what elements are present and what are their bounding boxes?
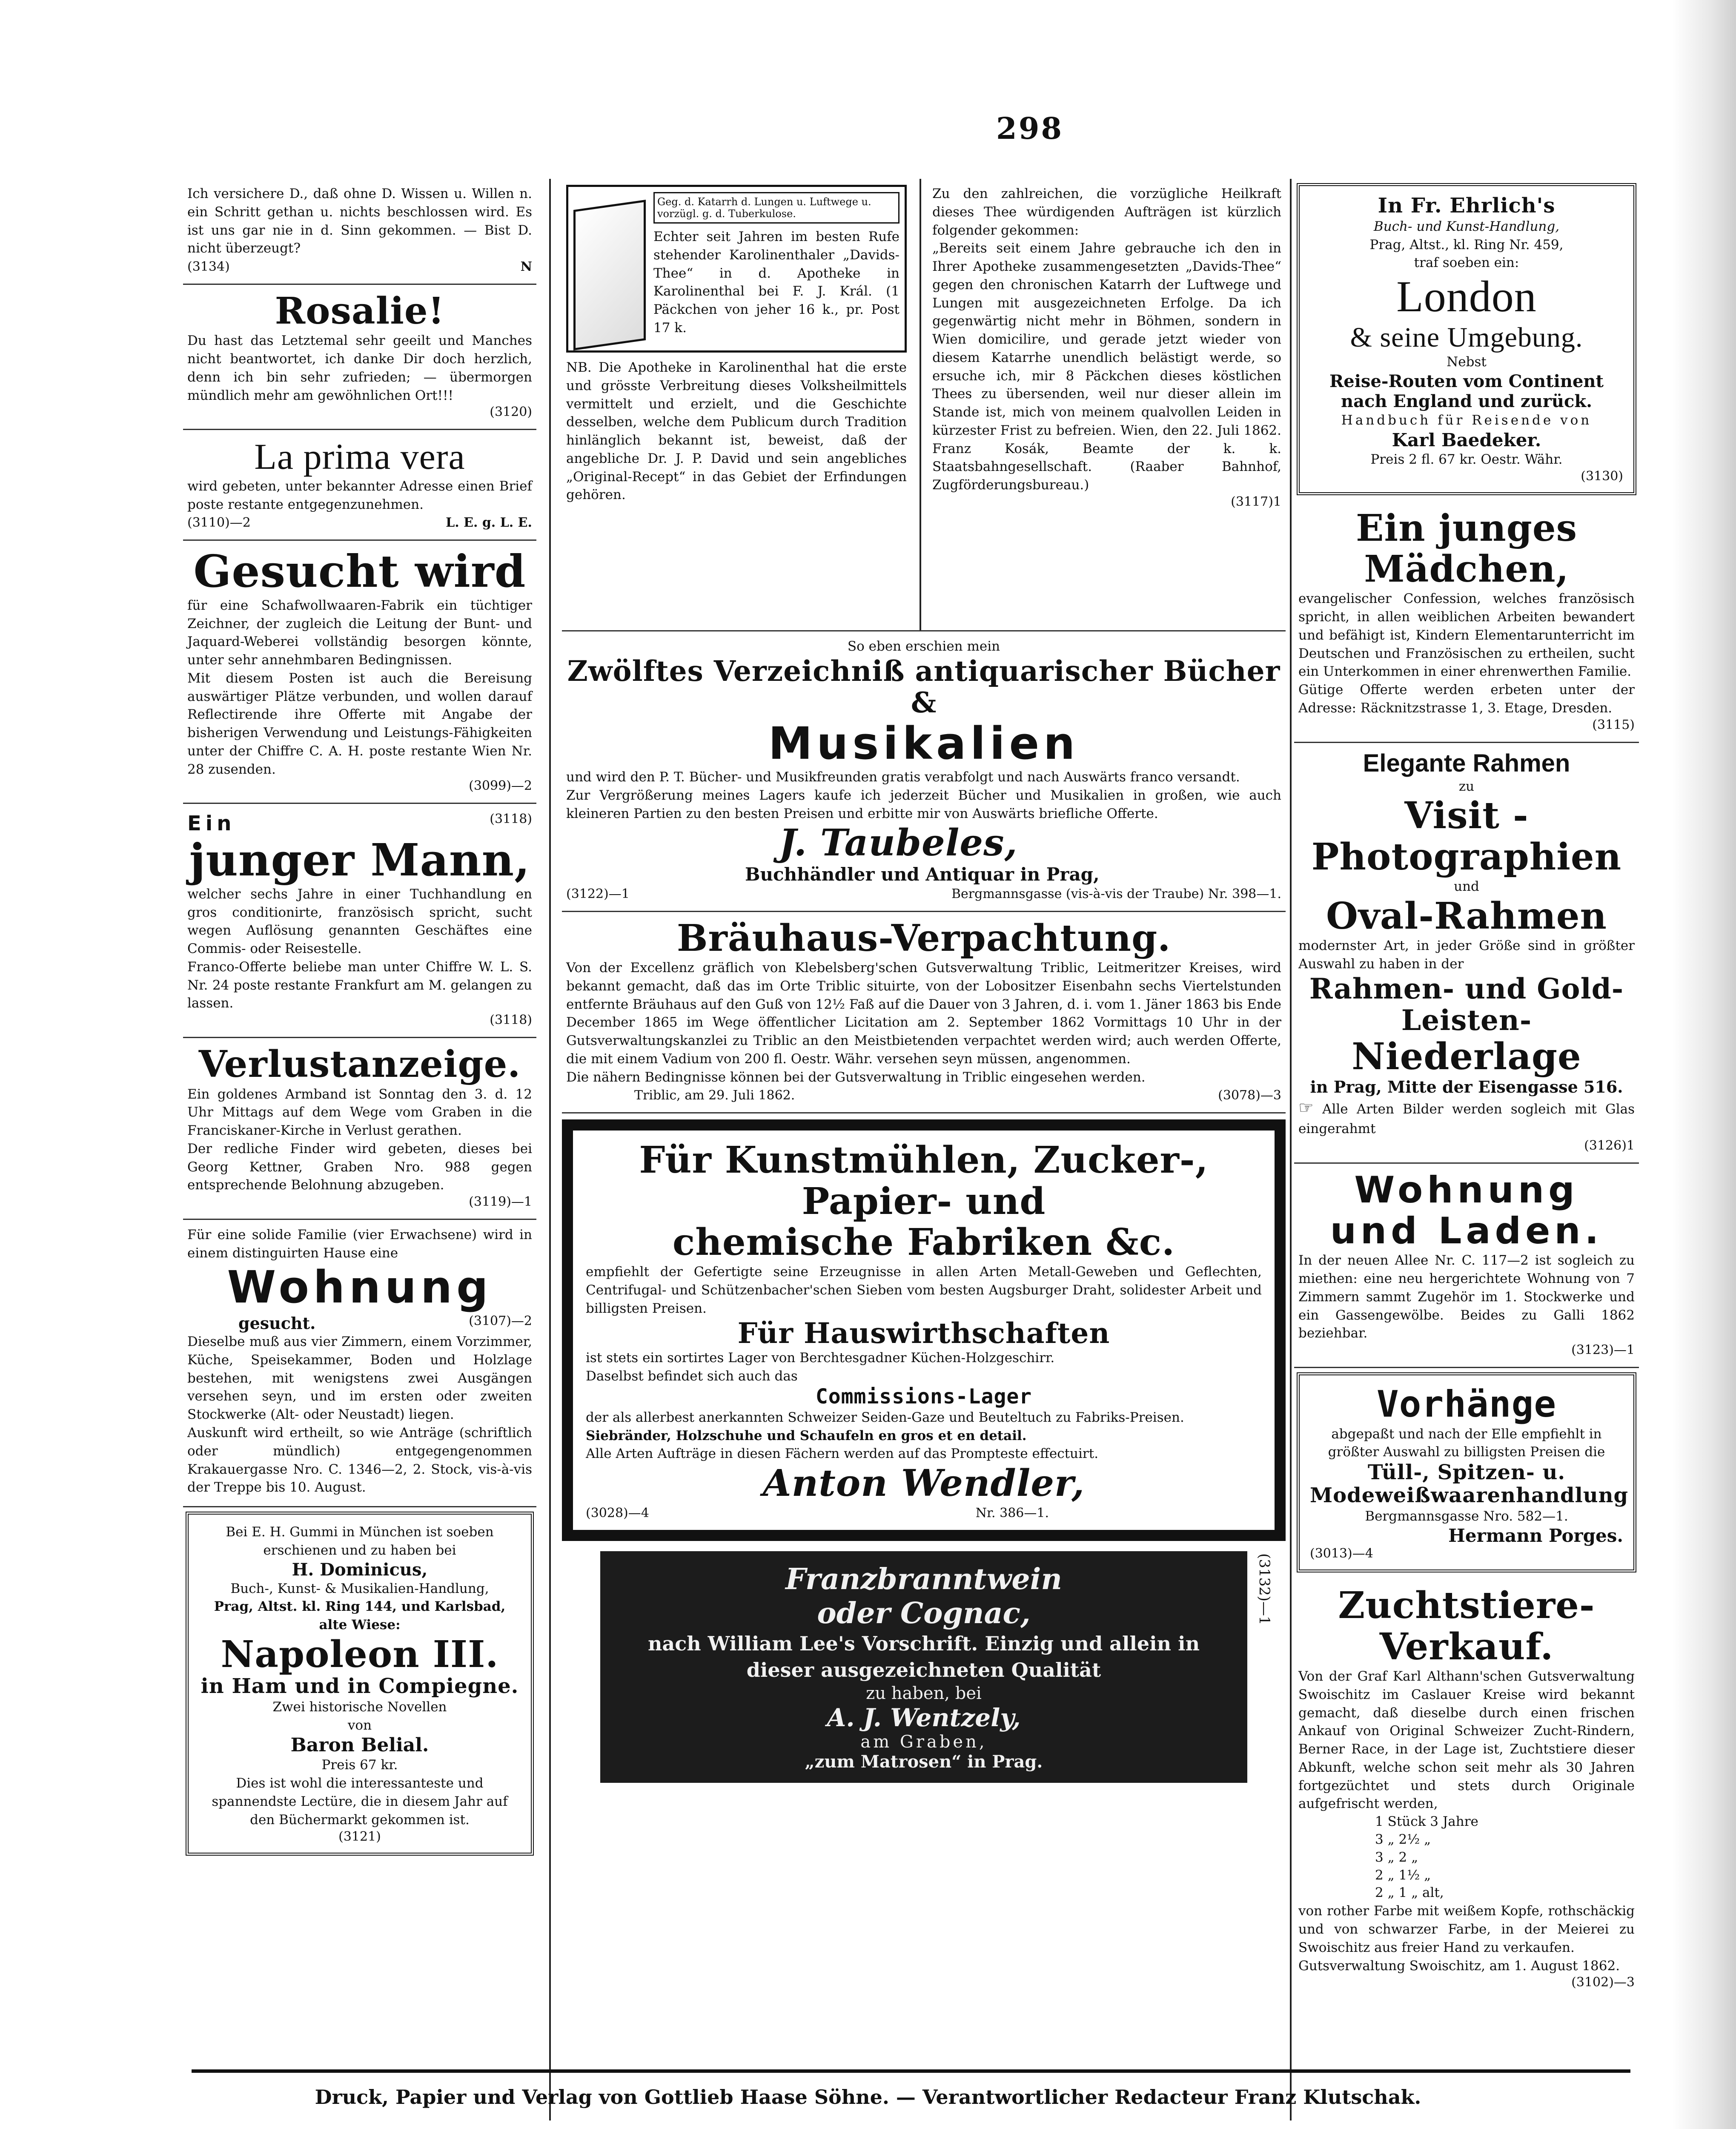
ad-line: Prag, Altst. kl. Ring 144, und Karlsbad, alte Wiese:	[214, 1599, 506, 1633]
ad-line: Nebst	[1447, 354, 1487, 370]
ad-title: Franzbranntwein	[785, 1562, 1062, 1597]
ad-line: Zwei historische Novellen	[272, 1699, 447, 1715]
ad-title: Oval-Rahmen	[1326, 894, 1607, 938]
ad-text: Alle Arten Aufträge in diesen Fächern werden auf das Prompteste effectuirt.	[586, 1446, 1099, 1462]
ad-text: Mit diesem Posten ist auch die Bereisung auswärtiger Plätze verbunden, und wollen darauf Reflectirende ihre Offerte mit Angabe der bisherigen Verwendung und Leistungs-Fähigkeiten unter der Chiffre C. A. H. poste restante Wien Nr. 28 zusenden.	[187, 670, 532, 777]
ad-address: Nr. 386—1.	[975, 1506, 1049, 1521]
ad-firm: Buchhändler und Antiquar in Prag,	[745, 864, 1100, 885]
ad-subtitle: Für Hauswirthschaften	[737, 1316, 1110, 1350]
ad-title: Verlustanzeige.	[198, 1043, 521, 1086]
ad-n	[183, 179, 536, 285]
ad-thee-testimonial	[928, 179, 1286, 519]
ad-ref: (3119)—1	[469, 1194, 532, 1210]
ad-address: in Prag, Mitte der Eisengasse 516.	[1310, 1077, 1623, 1096]
ad-name: Anton Wendler,	[762, 1462, 1085, 1505]
ad-text: Gutsverwaltung Swoischitz, am 1. August 1862.	[1298, 1958, 1620, 1974]
ad-text: Alle Arten Bilder werden sogleich mit Glas eingerahmt	[1298, 1101, 1635, 1137]
ad-text: Dieselbe muß aus vier Zimmern, einem Vorzimmer, Küche, Speisekammer, Boden und Holzlage bestehen, mit wenigstens zwei Ausgängen versehen seyn, und im ersten oder zweiten Stockwerke (Alt- oder Neustadt) liegen.	[187, 1334, 532, 1423]
column-rule-2	[1290, 179, 1292, 2120]
page-number: 298	[996, 111, 1064, 146]
ad-ref: (3115)	[1592, 717, 1635, 732]
ad-cognac	[600, 1551, 1247, 1782]
ad-signature: N	[520, 259, 532, 275]
ad-ref: (3078)—3	[1218, 1088, 1281, 1103]
ad-name: Hermann Porges.	[1448, 1525, 1623, 1547]
ad-intro: So eben erschien mein	[847, 639, 1000, 654]
ad-napoleon	[186, 1512, 534, 1855]
ad-text: Zu den zahlreichen, die vorzügliche Heilkraft dieses Thee würdigenden Aufträgen ist kürzlich folgender gekommen:	[932, 186, 1281, 238]
ad-author: Baron Belial.	[290, 1734, 429, 1756]
column-1	[183, 179, 536, 1862]
stock-row: 2 „ 1 „ alt,	[1375, 1885, 1444, 1901]
ad-date: Triblic, am 29. Juli 1862.	[634, 1088, 795, 1103]
stock-row: 2 „ 1½ „	[1375, 1867, 1431, 1883]
ad-ref: (3122)—1	[566, 886, 630, 901]
ad-line: Reise-Routen vom Continent nach England und zurück.	[1329, 371, 1604, 412]
ad-text: welcher sechs Jahre in einer Tuchhandlung en gros conditionirte, französisch spricht, sucht wegen Auflösung genannten Geschäftes eine Commis- oder Reisestelle.	[187, 886, 532, 957]
ad-rosalie	[183, 285, 536, 430]
ad-ref: (3123)—1	[1571, 1343, 1635, 1358]
ad-ref: (3117)1	[1231, 494, 1281, 510]
ad-line: zu haben, bei	[866, 1683, 982, 1703]
ad-title: Für Kunstmühlen, Zucker-, Papier- und	[639, 1139, 1209, 1223]
ad-line: von	[347, 1717, 372, 1733]
ad-line: Handbuch für Reisende von	[1341, 413, 1592, 428]
ad-ref: (3107)—2	[469, 1314, 532, 1329]
ad-title: und Laden.	[1330, 1210, 1603, 1253]
ad-text: modernster Art, in jeder Größe sind in größter Auswahl zu haben in der	[1298, 938, 1635, 972]
ad-verlustanzeige	[183, 1038, 536, 1220]
tea-package-illustration	[566, 185, 907, 353]
ad-prima-vera	[183, 430, 536, 541]
ad-london	[1297, 183, 1636, 495]
ad-title: Vorhänge	[1376, 1383, 1557, 1426]
ad-text: Gütige Offerte werden erbeten unter der Adresse: Räcknitzstrasse 1, 3. Etage, Dresden.	[1298, 682, 1635, 716]
column-rule-2a	[920, 179, 921, 630]
ad-ref: (3134)	[187, 259, 230, 275]
pointing-hand-icon: ☞	[1298, 1098, 1314, 1118]
ad-text: In der neuen Allee Nr. C. 117—2 ist sogleich zu miethen: eine neu hergerichtete Wohnung von 7 Zimmern sammt Zugehör im 1. Stockwerke und ein Gassengewölbe. Beides zu Galli 1862 beziehbar.	[1298, 1253, 1635, 1341]
ad-title: Ein junges Mädchen,	[1355, 506, 1578, 591]
ad-text: Daselbst befindet sich auch das	[586, 1369, 798, 1384]
ad-title: Rahmen- und Gold-Leisten-	[1309, 972, 1624, 1037]
ad-wohnung-laden	[1294, 1164, 1639, 1368]
ad-title-small: Ein	[187, 812, 236, 836]
ad-line: am Graben,	[860, 1732, 987, 1752]
ad-text: Franco-Offerte beliebe man unter Chiffre W. L. S. Nr. 24 poste restante Frankfurt am M. gelangen zu lassen.	[187, 959, 532, 1011]
page-edge-shadow	[1672, 0, 1736, 2129]
ad-address: Bergmannsgasse Nro. 582—1.	[1365, 1508, 1568, 1524]
column-rule-1	[549, 179, 551, 2120]
ad-text: evangelischer Confession, welches französisch spricht, in allen weiblichen Arbeiten bewandert und befähigt ist, Kindern Elementarunterricht im Deutschen und Französischen zu ertheilen, sucht ein Unterkommen in einer ehrenwerthen Familie.	[1298, 591, 1635, 680]
ad-text: wird gebeten, unter bekannter Adresse einen Brief poste restante entgegenzunehmen.	[187, 478, 532, 512]
ad-text: Die nähern Bedingnisse können bei der Gutsverwaltung in Triblic eingesehen werden.	[566, 1069, 1146, 1085]
ad-ref: (3118)	[490, 1013, 532, 1028]
ad-text: Auskunft wird ertheilt, so wie Anträge (schriftlich oder mündlich) entgegengenommen Krakauergasse Nro. C. 1346—2, 2. Stock, vis-à-vis der Treppe bis 10. August.	[187, 1425, 532, 1495]
ad-name: A. J. Wentzely,	[827, 1703, 1021, 1732]
ad-text: Ein goldenes Armband ist Sonntag den 3. d. 12 Uhr Mittags auf dem Wege vom Graben in die Franciskaner-Kirche in Verlust gerathen.	[187, 1086, 532, 1139]
stock-table	[1298, 1813, 1635, 1902]
ad-ref: (3099)—2	[469, 778, 532, 794]
ad-ref: (3120)	[490, 405, 532, 420]
ad-title-large: Musikalien	[768, 717, 1080, 769]
ad-line: Elegante Rahmen	[1363, 749, 1570, 777]
ad-zuchtstiere	[1294, 1579, 1639, 1999]
ad-title: La prima vera	[254, 436, 465, 477]
ad-text: Dies ist wohl die interessanteste und spannendste Lectüre, die in diesem Jahr auf den Büchermarkt gekommen ist.	[212, 1776, 508, 1828]
tea-box-icon	[573, 200, 646, 350]
column-2a	[562, 179, 911, 514]
ad-signature: L. E. g. L. E.	[446, 515, 532, 531]
ad-title: Napoleon III.	[221, 1633, 499, 1676]
ad-author: Karl Baedeker.	[1392, 429, 1541, 450]
column-2b	[928, 179, 1286, 519]
ad-title: Visit - Photographien	[1311, 794, 1622, 878]
ad-name: J. Taubeles,	[779, 821, 1018, 865]
ad-text: Der redliche Finder wird gebeten, dieses bei Georg Kettner, Graben Nro. 988 gegen entsprechende Belohnung abzugeben.	[187, 1141, 532, 1193]
ad-ref: (3028)—4	[586, 1506, 649, 1521]
ad-braeuhaus	[562, 912, 1286, 1114]
ad-line: Prag, Altst., kl. Ring Nr. 459,	[1369, 237, 1564, 252]
ad-text: empfiehlt der Gefertigte seine Erzeugnisse in allen Arten Metall-Geweben und Geflechten, Centrifugal- und Schützenbacher'schen Sieben vom besten Augsburger Draht, solidester Arbeit und billigsten Preisen.	[586, 1264, 1262, 1316]
ad-text: nach William Lee's Vorschrift. Einzig und allein in dieser ausgezeichneten Qualität	[647, 1632, 1200, 1682]
column-2-lower	[562, 630, 1286, 1787]
ad-ref: (3121)	[338, 1829, 381, 1844]
ad-price: Preis 67 kr.	[321, 1757, 398, 1773]
ad-title: Niederlage	[1352, 1035, 1581, 1078]
ad-text: abgepaßt und nach der Elle empfiehlt in größter Auswahl zu billigsten Preisen die	[1328, 1426, 1605, 1460]
ad-taubeles	[562, 631, 1286, 912]
ad-text: der als allerbest anerkannten Schweizer Seiden-Gaze und Beuteltuch zu Fabriks-Preisen.	[586, 1409, 1184, 1425]
ad-subtitle: in Ham und in Compiegne.	[201, 1674, 519, 1699]
ad-nb: NB. Die Apotheke in Karolinenthal hat die erste und grösste Verbreitung dieses Volksheilmittels vermittelt und erzielt, und die Geschichte desselben, welche dem Publicum durch Tradition hinlänglich bekannt ist, beweist, daß der angebliche Dr. J. P. David und sein angebliches „Original-Recept“ in das Gebiet der Erfindungen gehören.	[566, 360, 907, 503]
ad-title: Wohnung	[227, 1261, 493, 1313]
ad-title: junger Mann,	[189, 834, 530, 887]
ad-line: In Fr. Ehrlich's	[1378, 194, 1556, 218]
ad-title: Zuchtstiere-Verkauf.	[1338, 1584, 1595, 1668]
ad-ref-vertical: (3132)—1	[1256, 1553, 1273, 1625]
ad-junger-mann	[183, 804, 536, 1038]
ad-line: Buch- und Kunst-Handlung,	[1373, 218, 1560, 234]
ad-text: und wird den P. T. Bücher- und Musikfreunden gratis verabfolgt und nach Auswärts franco versandt.	[566, 769, 1240, 785]
ad-wohnung-gesucht	[183, 1220, 536, 1507]
ad-line: zu	[1458, 778, 1475, 794]
imprint-line: Druck, Papier und Verlag von Gottlieb Haase Söhne. — Verantwortlicher Redacteur Franz Klutschak.	[315, 2086, 1421, 2109]
ad-ref: (3126)1	[1584, 1138, 1635, 1153]
ad-title: chemische Fabriken &c.	[672, 1220, 1175, 1264]
ad-text: ist stets ein sortirtes Lager von Berchtesgadner Küchen-Holzgeschirr.	[586, 1350, 1055, 1366]
ad-text: Siebränder, Holzschuhe und Schaufeln en gros et en detail.	[586, 1428, 1027, 1443]
ad-subtitle: gesucht.	[238, 1314, 316, 1333]
ad-ref: (3130)	[1581, 468, 1623, 484]
ad-ref-top: (3118)	[490, 812, 532, 827]
ad-title: Rosalie!	[275, 290, 445, 333]
ad-title: oder Cognac,	[817, 1596, 1031, 1631]
stock-row: 3 „ 2 „	[1375, 1849, 1418, 1865]
stock-row: 3 „ 2½ „	[1375, 1831, 1431, 1847]
ad-text: „Bereits seit einem Jahre gebrauche ich den in Ihrer Apotheke zusammengesetzten „Davids-Thee“ gegen den chronischen Katarrh der Luftwege und Lungen mit ausgezeichneten Erfolge. Da ich gegenwärtig nicht mehr in Böhmen, sondern in Wien domicilire, und gerade jetzt wieder von diesem Katarrhe unendlich belästigt werde, so ersuche ich, mir 8 Päckchen dieses köstlichen Thees zu übersenden, weil nur dieser allein im Stande ist, mich von meinem qualvollen Leiden in kürzester Frist zu befreien. Wien, den 22. Juli 1862. Franz Kosák, Beamte der k. k. Staatsbahngesellschaft. (Raaber Bahnhof, Zugförderungsbureau.)	[932, 241, 1281, 493]
ad-subtitle: Tüll-, Spitzen- u. Modeweißwaarenhandlung	[1310, 1460, 1629, 1507]
ad-line: Buch-, Kunst- & Musikalien-Handlung,	[230, 1581, 489, 1596]
ad-rahmen	[1294, 743, 1639, 1164]
ad-dealer: H. Dominicus,	[292, 1559, 428, 1580]
ad-junges-maedchen	[1294, 502, 1639, 743]
ad-title: London	[1396, 272, 1537, 321]
ad-line: „zum Matrosen“ in Prag.	[805, 1751, 1043, 1772]
ad-text: Du hast das Letztemal sehr geeilt und Manches nicht beantwortet, ich danke Dir doch herzlich, denn ich bin sehr zufrieden; — übermorgen mündlich mehr am gewöhnlichen Ort!!!	[187, 333, 532, 403]
column-3	[1294, 179, 1639, 1999]
ad-text: Von der Excellenz gräflich von Klebelsberg'schen Gutsverwaltung Triblic, Leitmeritzer Kreises, wird bekannt gemacht, daß das im Orte Triblic situirte, von der Lobositzer Eisenbahn sechs Viertelstunden entfernte Bräuhaus auf den Guß von 12½ Faß auf die Dauer von 3 Jahren, d. i. vom 1. Jäner 1863 bis Ende December 1865 im Wege öffentlicher Licitation am 2. September 1862 Vormittags 10 Uhr in der Gutsverwaltungskanzlei zu Triblic an den Meistbietenden verpachtet werden wird; auch werden Offerte, die mit einem Vadium von 200 fl. Oestr. Währ. versehen seyn müssen, angenommen.	[566, 960, 1281, 1067]
ad-text: von rother Farbe mit weißem Kopfe, rothschäckig und von schwarzer Farbe, in der Meierei zu Swoischitz aus freier Hand zu verkaufen.	[1298, 1903, 1635, 1955]
ad-ref: (3013)—4	[1310, 1546, 1373, 1561]
ad-intro: Für eine solide Familie (vier Erwachsene) wird in einem distinguirten Hause eine	[187, 1227, 532, 1261]
ad-vorhaenge	[1297, 1372, 1636, 1572]
ad-davids-thee	[562, 179, 911, 514]
ad-text: Zur Vergrößerung meines Lagers kaufe ich jederzeit Bücher und Musikalien in großen, wie auch kleineren Partien zu den besten Preisen und erbitte mir von Auswärts briefliche Offerte.	[566, 787, 1281, 821]
ad-title: Wohnung	[1354, 1168, 1579, 1211]
ad-text: Von der Graf Karl Althann'schen Gutsverwaltung Swoischitz im Caslauer Kreise wird bekannt gemacht, daß dieselbe durch einen frischen Ankauf von Original Schweizer Zucht-Rindern, Berner Race, in der Lage ist, Zuchtstiere dieser Abkunft, welche schon seit mehr als 30 Jahren fortgezüchtet und stets durch Originale aufgefrischt werden,	[1298, 1668, 1635, 1812]
footer-rule	[192, 2069, 1630, 2073]
ad-gesucht	[183, 541, 536, 804]
ad-ref: (3110)—2	[187, 515, 251, 531]
newspaper-page	[166, 81, 1639, 2099]
ad-subtitle: & seine Umgebung.	[1350, 321, 1583, 353]
ad-title: Gesucht wird	[193, 545, 526, 598]
ad-line: traf soeben ein:	[1414, 255, 1519, 271]
package-caption: Geg. d. Katarrh d. Lungen u. Luftwege u. vorzügl. g. d. Tuberkulose.	[653, 192, 900, 224]
ad-address: Bergmannsgasse (vis-à-vis der Traube) Nr. 398—1.	[951, 886, 1281, 901]
ad-title: Bräuhaus-Verpachtung.	[676, 916, 1171, 960]
ad-line: Bei E. H. Gummi in München ist soeben erschienen und zu haben bei	[226, 1524, 494, 1558]
stock-row: 1 Stück 3 Jahre	[1375, 1814, 1478, 1830]
ad-text: für eine Schafwollwaaren-Fabrik ein tüchtiger Zeichner, der zugleich die Leitung der Bunt- und Jaquard-Weberei vollständig besorgen könnte, unter sehr annehmbaren Bedingnissen.	[187, 597, 532, 668]
ad-text: Echter seit Jahren im besten Rufe stehender Karolinenthaler „Davids-Thee“ in d. Apotheke in Karolinenthal bei F. J. Král. (1 Päckchen von jeher 16 k., pr. Post 17 k.	[653, 229, 900, 336]
ad-ref: (3102)—3	[1571, 1975, 1635, 1990]
ad-text: Ich versichere D., daß ohne D. Wissen u. Willen n. ein Schritt gethan u. nichts beschlossen wird. Es ist uns gar nie in d. Sinn gekommen. — Bist D. nicht überzeugt?	[187, 186, 532, 256]
ad-title: Zwölftes Verzeichniß antiquarischer Bücher &	[567, 654, 1281, 719]
ad-wendler	[562, 1119, 1286, 1541]
ad-subtitle: Commissions-Lager	[815, 1385, 1032, 1409]
ad-line: und	[1454, 879, 1479, 895]
ad-price: Preis 2 fl. 67 kr. Oestr. Währ.	[1370, 451, 1563, 467]
